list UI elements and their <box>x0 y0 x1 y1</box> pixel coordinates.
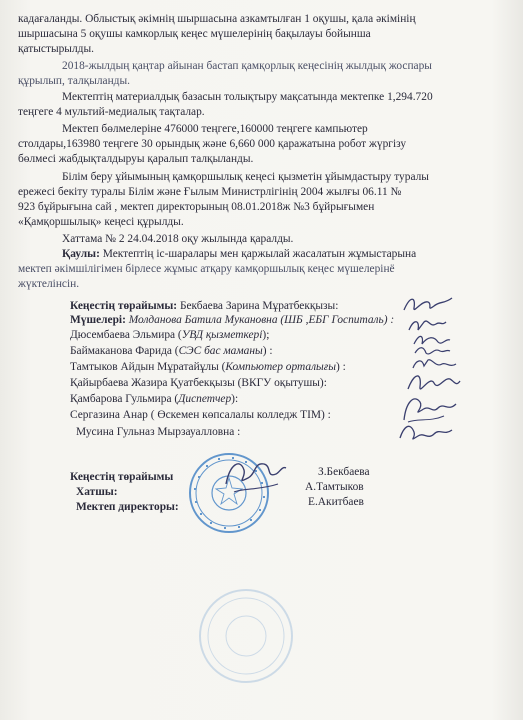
council-member-line <box>70 392 238 406</box>
signatory-name: А.Тамтыков <box>305 481 364 493</box>
member-end: ): <box>231 393 239 405</box>
council-chair-line <box>70 299 338 313</box>
chair-label: Кеңестің төрайымы: <box>70 300 178 312</box>
text-line: мектеп әкімшілігімен бірлесе жұмыс атқару камқоршылық кеңес мүшелерінё <box>18 263 395 275</box>
text-line: теңгеге 4 мультий-медиалық тақталар. <box>18 106 205 118</box>
member-org: УВД қызметкері <box>181 329 263 341</box>
member-org: Компьютер орталығы <box>225 361 336 373</box>
text-line: жүктелінсін. <box>18 278 80 290</box>
signatory-name: З.Бекбаева <box>318 466 370 478</box>
member-end: ) : <box>335 361 346 373</box>
council-member-line <box>70 344 273 358</box>
council-member-line: Қайырбаева Жазира Қуатбекқызы (ВКГУ оқытушы): <box>70 377 327 389</box>
text-line: құрылып, талқыланды. <box>18 75 130 87</box>
member-end: ); <box>262 329 270 341</box>
signatory-label: Мектеп директоры: <box>76 501 179 513</box>
signatory-name: Е.Акитбаев <box>308 496 364 508</box>
member-org: Диспетчер <box>178 393 232 405</box>
chair-name: Бекбаева Зарина Мұратбекқызы: <box>177 300 339 312</box>
resolution-line <box>62 247 416 261</box>
text-line: Мектеп бөлмелеріне 476000 теңгеге,160000 теңгеге кампьютер <box>62 123 368 135</box>
signatory-label: Кеңестің төрайымы <box>70 471 174 483</box>
text-line: шыршасына 5 оқушы камкорлық кеңес мүшелерінің бақылауы бойынша <box>18 28 371 40</box>
text-line: 923 бұйрығына сай , мектеп директорының 08.01.2018ж №3 бұйрығымен <box>18 201 375 213</box>
council-member-line <box>70 328 269 342</box>
text-line: «Қамқоршылық» кеңесі құрылды. <box>18 216 184 228</box>
council-member-line <box>70 313 394 327</box>
council-member-line: Сергазина Анар ( Өскемен көпсалалы колледж ТІМ) : <box>70 409 331 421</box>
member-name: Қамбарова Гульмира ( <box>70 393 179 405</box>
handwritten-signature <box>396 420 456 446</box>
members-label: Мүшелері: <box>70 314 126 326</box>
member-name: Молданова Батила Мукановна (ШБ ,ЕБГ Госпиталь) : <box>125 314 395 326</box>
text-line: қатыстырылды. <box>18 43 94 55</box>
member-name: Тамтыков Айдын Мұратайұлы ( <box>70 361 226 373</box>
signatory-label: Хатшы: <box>76 486 118 498</box>
council-member-line: Мусина Гульназ Мырзауалловна : <box>76 426 241 438</box>
handwritten-signature <box>220 454 290 498</box>
member-end: ) : <box>262 345 273 357</box>
text-line: 2018-жылдың қаңтар айынан бастап қамқорлық кеңесінің жылдық жоспары <box>62 60 432 72</box>
council-member-line <box>70 360 346 374</box>
official-round-stamp <box>198 588 294 684</box>
text-line: кадағаланды. Облыстық әкімнің шыршасына азкамтылған 1 оқушы, қала әкімінің <box>18 13 416 25</box>
resolution-label: Қаулы: <box>62 248 100 260</box>
text-line: Хаттама № 2 24.04.2018 оқу жылында қаралды. <box>62 233 294 245</box>
member-org: СЭС бас маманы <box>178 345 263 357</box>
resolution-text: Мектептің іс-шаралары мен қаржылай жасалатын жұмыстарына <box>99 248 417 260</box>
text-line: столдары,163980 теңгеге 30 орындық және 6,660 000 қаражатына робот жүргізу <box>18 138 407 150</box>
text-line: ережесі бекіту туралы Білім және Ғылым Министрлігінің 2004 жылғы 06.11 № <box>18 186 402 198</box>
member-name: Баймаканова Фарида ( <box>70 345 179 357</box>
text-line: бөлмесі жабдықталдыруы қаралып талқыланды. <box>18 153 254 165</box>
text-line: Мектептің материалдық базасын толықтыру мақсатында мектепке 1,294.720 <box>62 91 433 103</box>
member-name: Дюсембаева Эльмира ( <box>70 329 182 341</box>
text-line: Білім беру ұйымының қамқоршылық кеңесі қызметін ұйымдастыру туралы <box>62 171 429 183</box>
